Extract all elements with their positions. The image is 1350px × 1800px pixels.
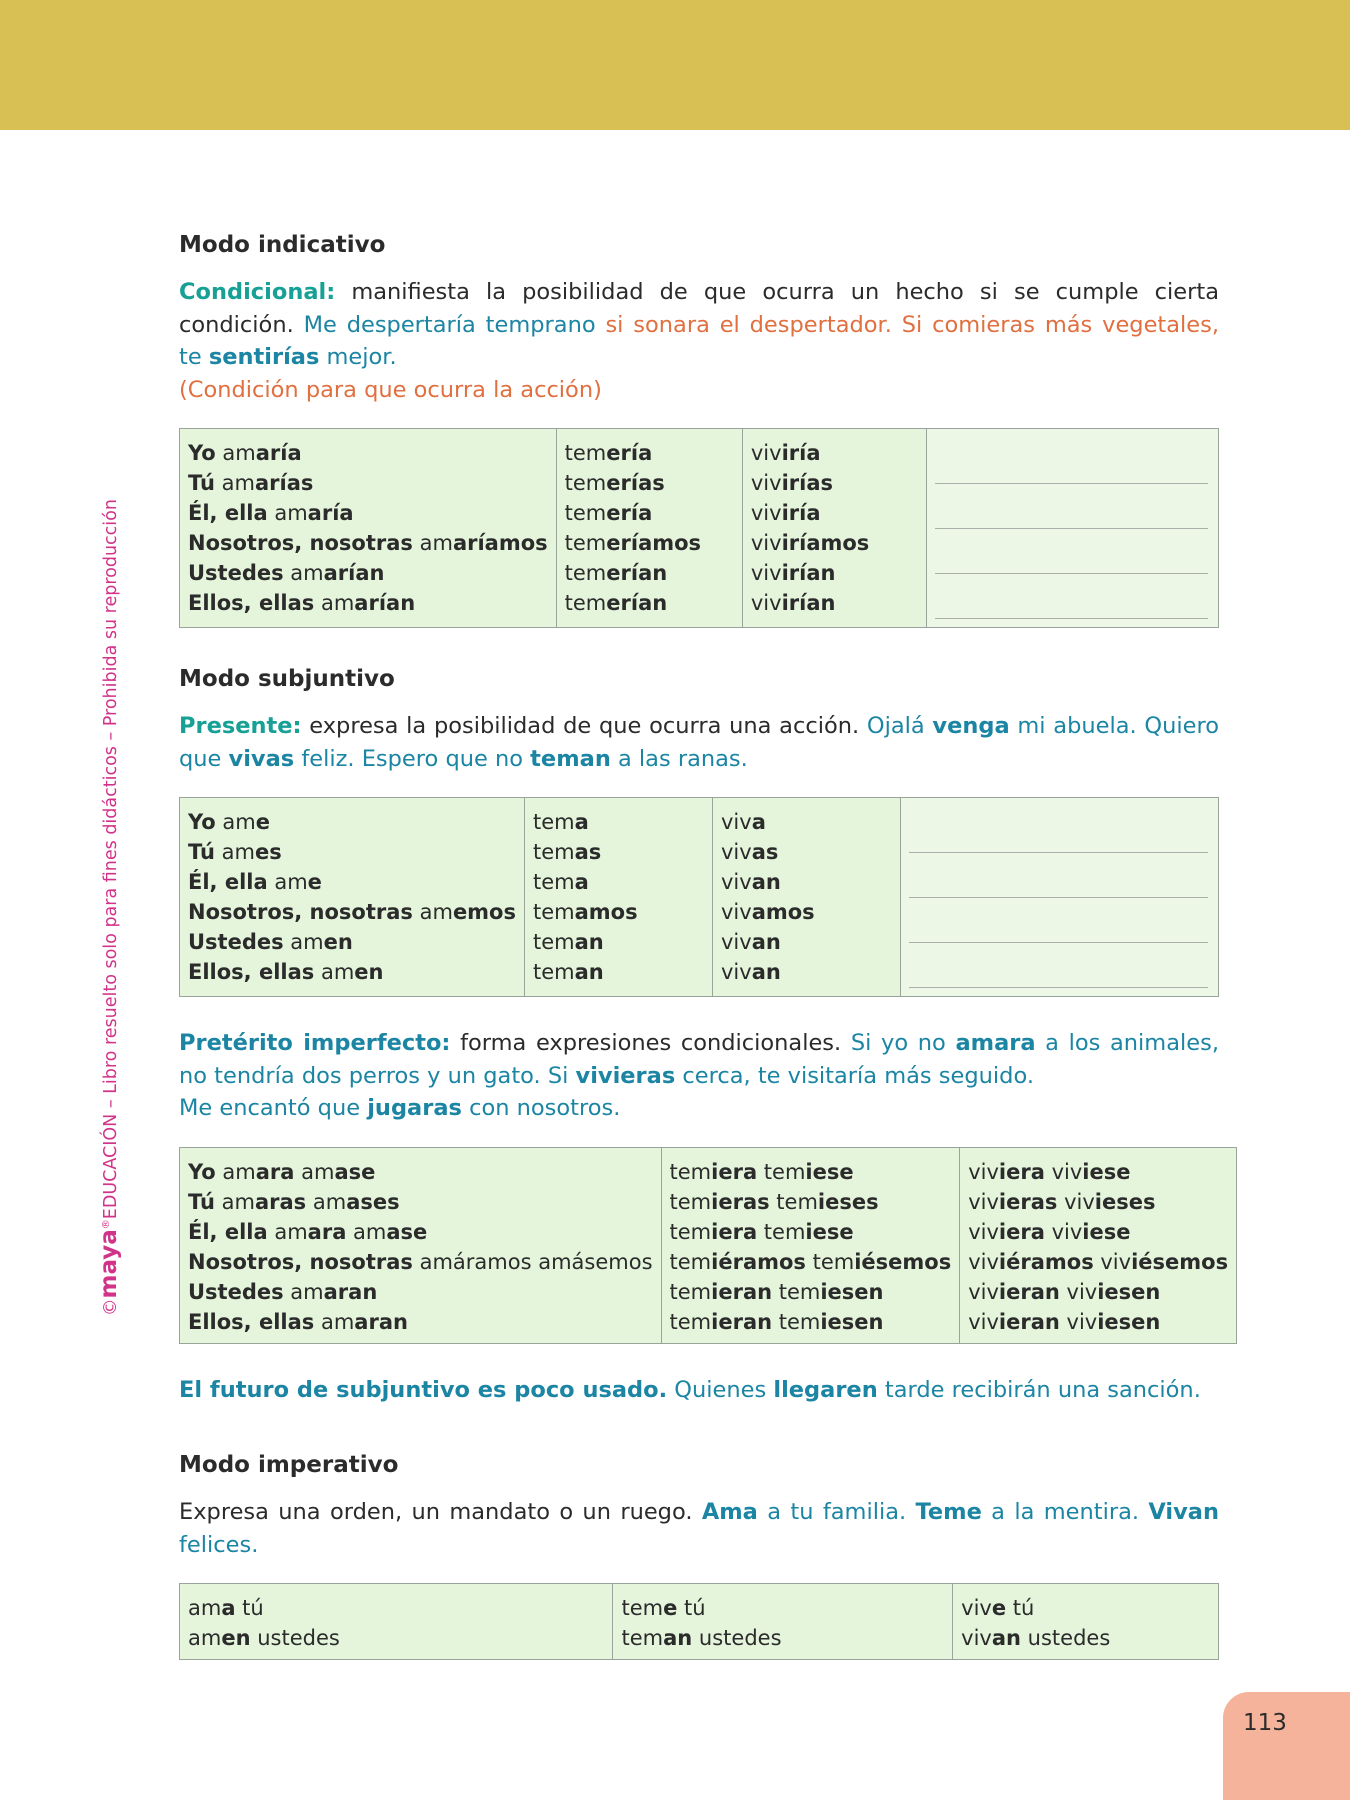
conjugation-row: Yo amaría xyxy=(188,441,302,465)
conjugation-row: viviría xyxy=(750,441,821,465)
condicional-col-temer xyxy=(556,429,742,628)
conjugation-row: Ustedes amen xyxy=(188,930,353,954)
imperativo-col-vivir xyxy=(953,1584,1219,1660)
conjugation-row: amen ustedes xyxy=(188,1626,340,1650)
preterito-paragraph: Pretérito imperfecto: forma expresiones condicionales. Si yo no amara a los animales, no tendría dos perros y un gato. Si vivieras cerca, te visitaría más seguido. Me encantó que jugaras con nosotros. xyxy=(179,1030,1219,1121)
presente-table xyxy=(179,797,1219,997)
conjugation-row: temamos xyxy=(533,900,638,924)
conjugation-row: viviera viviese xyxy=(968,1159,1131,1184)
condicional-col-amar xyxy=(180,429,557,628)
conjugation-row: Ellos, ellas amarían xyxy=(188,591,416,615)
conjugation-row: temas xyxy=(533,840,602,864)
conjugation-row: temería xyxy=(564,441,653,465)
conjugation-row: temieras temieses xyxy=(669,1189,879,1214)
conjugation-row: Él, ella amaría xyxy=(188,501,354,525)
conjugation-row: teman ustedes xyxy=(621,1626,782,1650)
conjugation-row: vivan xyxy=(721,870,781,894)
conjugation-row: Ustedes amaran xyxy=(188,1279,378,1304)
imperativo-col-temer xyxy=(613,1584,953,1660)
imperativo-table xyxy=(179,1583,1219,1660)
conjugation-row: Tú amarías xyxy=(188,471,314,495)
presente-col-temer xyxy=(525,798,713,997)
conjugation-row: vivieran viviesen xyxy=(968,1309,1161,1334)
conjugation-row: temiera temiese xyxy=(669,1219,854,1244)
conjugation-row: ama tú xyxy=(188,1596,264,1620)
brand-logo: maya xyxy=(96,1229,122,1299)
conjugation-row: temerían xyxy=(564,561,668,585)
presente-blank-lines xyxy=(900,798,1218,997)
conjugation-row: tema xyxy=(533,810,589,834)
preterito-col-temer xyxy=(661,1147,960,1343)
conjugation-row: Nosotros, nosotras amaríamos xyxy=(188,531,548,555)
conjugation-row: Tú amaras amases xyxy=(188,1189,400,1214)
conjugation-row: Ustedes amarían xyxy=(188,561,385,585)
conjugation-row: Ellos, ellas amaran xyxy=(188,1309,408,1334)
imperativo-col-amar xyxy=(180,1584,613,1660)
heading-imperativo: Modo imperativo xyxy=(179,1452,399,1478)
conjugation-row: viviéramos viviésemos xyxy=(968,1249,1229,1274)
conjugation-row: vivirían xyxy=(750,561,836,585)
conjugation-row: Nosotros, nosotras amemos xyxy=(188,900,516,924)
conjugation-row: vivan xyxy=(721,930,781,954)
conjugation-row: teman xyxy=(533,930,604,954)
conjugation-row: teman xyxy=(533,960,604,984)
conjugation-row: viva xyxy=(721,810,766,834)
conjugation-row: viviría xyxy=(750,501,821,525)
condicional-blank-lines xyxy=(926,429,1218,628)
conjugation-row: vivirían xyxy=(750,591,836,615)
preterito-table xyxy=(179,1147,1237,1344)
conjugation-row: teme tú xyxy=(621,1596,706,1620)
conjugation-row: vivan xyxy=(721,960,781,984)
conjugation-row: temiera temiese xyxy=(669,1159,854,1184)
copyright-sidebar: ©maya®EDUCACIÓN – Libro resuelto solo para fines didácticos – Prohibida su reproducción xyxy=(96,499,122,1316)
conjugation-row: temieran temiesen xyxy=(669,1309,884,1334)
conjugation-row: temeríamos xyxy=(564,531,702,555)
page-number: 113 xyxy=(1243,1710,1287,1736)
conjugation-row: Tú ames xyxy=(188,840,282,864)
conjugation-row: vivamos xyxy=(721,900,815,924)
preterito-col-vivir xyxy=(960,1147,1237,1343)
presente-col-vivir xyxy=(713,798,901,997)
conjugation-row: temerían xyxy=(564,591,668,615)
page-number-tab xyxy=(1223,1692,1350,1800)
conjugation-row: temerías xyxy=(564,471,665,495)
presente-paragraph: Presente: expresa la posibilidad de que ocurra una acción. Ojalá venga mi abuela. Quiero que vivas feliz. Espero que no teman a las ranas. xyxy=(179,713,1219,772)
condicional-col-vivir xyxy=(742,429,926,628)
page-content xyxy=(179,226,1229,1660)
condicional-paragraph: Condicional: manifiesta la posibilidad de que ocurra un hecho si se cumple cierta condición. Me despertaría temprano si sonara el despertador. Si comieras más vegetales, te sentirías mejor. (Condición para que ocurra la acción) xyxy=(179,279,1219,403)
imperativo-paragraph: Expresa una orden, un mandato o un ruego. Ama a tu familia. Teme a la mentira. Vivan felices. xyxy=(179,1499,1219,1558)
conjugation-row: Él, ella ame xyxy=(188,870,322,894)
conjugation-row: vivirías xyxy=(750,471,833,495)
conjugation-row: temiéramos temiésemos xyxy=(669,1249,952,1274)
conjugation-row: vivieras vivieses xyxy=(968,1189,1156,1214)
condicional-table xyxy=(179,428,1219,628)
heading-indicativo: Modo indicativo xyxy=(179,232,386,258)
preterito-col-amar xyxy=(180,1147,662,1343)
conjugation-row: Ellos, ellas amen xyxy=(188,960,384,984)
conjugation-row: temería xyxy=(564,501,653,525)
conjugation-row: viviríamos xyxy=(750,531,870,555)
conjugation-row: vivas xyxy=(721,840,779,864)
conjugation-row: temieran temiesen xyxy=(669,1279,884,1304)
conjugation-row: viviera viviese xyxy=(968,1219,1131,1244)
conjugation-row: vivieran viviesen xyxy=(968,1279,1161,1304)
conjugation-row: Yo ame xyxy=(188,810,270,834)
conjugation-row: Él, ella amara amase xyxy=(188,1219,428,1244)
conjugation-row: vive tú xyxy=(961,1596,1035,1620)
conjugation-row: Nosotros, nosotras amáramos amásemos xyxy=(188,1249,653,1274)
futuro-paragraph: El futuro de subjuntivo es poco usado. Quienes llegaren tarde recibirán una sanción. xyxy=(179,1376,1201,1403)
conjugation-row: Yo amara amase xyxy=(188,1159,376,1184)
conjugation-row: tema xyxy=(533,870,589,894)
header-band xyxy=(0,0,1350,130)
conjugation-row: vivan ustedes xyxy=(961,1626,1111,1650)
presente-col-amar xyxy=(180,798,525,997)
heading-subjuntivo: Modo subjuntivo xyxy=(179,666,395,692)
